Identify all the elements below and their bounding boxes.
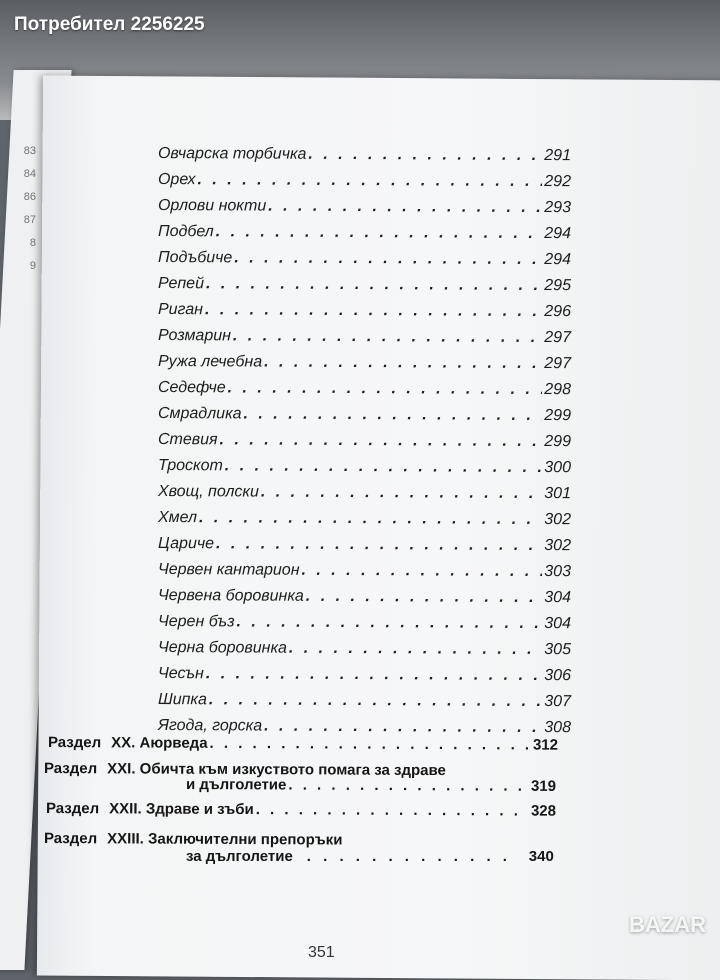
left-page-number: 8 — [29, 237, 36, 249]
dot-leader — [308, 146, 542, 165]
dot-leader — [256, 801, 529, 819]
dot-leader — [289, 640, 542, 659]
left-page-number: 83 — [23, 145, 36, 157]
toc-entry: Подбел . . . 294 — [158, 223, 571, 243]
dot-leader — [205, 301, 542, 321]
left-page-number: 87 — [23, 214, 36, 226]
left-page-number: 86 — [23, 191, 36, 203]
toc-section: Раздел XX. Аюрведа . . . 312 — [48, 734, 558, 754]
dot-leader — [220, 431, 543, 451]
dot-leader — [234, 249, 542, 269]
toc-entry: Ягода, горска . . . 308 — [158, 717, 571, 737]
bazar-logo: BAZAR — [629, 912, 706, 937]
left-page-number: 9 — [29, 260, 36, 272]
left-page-number: 84 — [23, 168, 36, 180]
page-number: 351 — [308, 944, 335, 961]
dot-leader — [261, 484, 542, 503]
dot-leader — [197, 171, 542, 191]
toc-entry: Розмарин . . . 297 — [158, 327, 571, 347]
toc-entry: Хвощ, полски . . . 301 — [158, 483, 571, 503]
dot-leader — [199, 509, 542, 529]
dot-leader — [210, 735, 531, 754]
dot-leader — [264, 354, 542, 373]
dot-leader — [216, 223, 543, 243]
toc-entry: Цариче . . . 302 — [158, 535, 571, 555]
dot-leader — [301, 562, 542, 581]
toc-section-continuation: и дълголетие . . . 319 — [186, 776, 556, 795]
user-watermark: Потребител 2256225 — [14, 14, 205, 35]
toc-entry: Овчарска торбичка . . . 291 — [158, 145, 571, 165]
dot-leader — [206, 275, 542, 295]
dot-leader — [268, 198, 542, 217]
dot-leader — [307, 848, 517, 865]
toc-entry: Чесън . . . 306 — [158, 665, 571, 685]
dot-leader — [237, 613, 543, 633]
toc-entry: Риган . . . 296 — [158, 301, 571, 321]
toc-entry: Орлови нокти . . . 293 — [158, 197, 571, 217]
toc-section: Раздел XXI. Обичта към изкуството помага за здраве — [43, 760, 446, 780]
toc-entry: Репей . . . 295 — [158, 275, 571, 295]
dot-leader — [288, 777, 529, 795]
toc-section-continuation: за дълголетие . . . 340 — [186, 848, 554, 865]
toc-entry: Шипка . . . 307 — [158, 691, 571, 711]
toc-entry: Подъбиче . . . 294 — [158, 249, 571, 269]
dot-leader — [206, 665, 542, 685]
toc-entry: Хмел . . . 302 — [158, 509, 571, 529]
dot-leader — [264, 718, 542, 737]
dot-leader — [306, 588, 543, 607]
toc-entry: Червена боровинка . . . 304 — [158, 587, 571, 607]
dot-leader — [228, 379, 543, 399]
toc-entry: Червен кантарион . . . 303 — [158, 561, 571, 581]
toc-entry: Черен бъз . . . 304 — [158, 613, 571, 633]
toc-section: Раздел XXIII. Заключителни препоръки — [43, 830, 343, 849]
toc-entry: Стевия . . . 299 — [158, 431, 571, 451]
toc-entry: Орех . . . 292 — [158, 171, 571, 191]
dot-leader — [243, 405, 542, 425]
toc-entry: Черна боровинка . . . 305 — [158, 639, 571, 659]
dot-leader — [233, 327, 542, 347]
dot-leader — [225, 457, 543, 477]
toc-entry: Ружа лечебна . . . 297 — [158, 353, 571, 373]
dot-leader — [216, 535, 542, 555]
dot-leader — [209, 691, 542, 711]
toc-entry: Троскот . . . 300 — [158, 457, 571, 477]
toc-entry: Седефче . . . 298 — [158, 379, 571, 399]
toc-section: Раздел XXII. Здраве и зъби . . . 328 — [46, 800, 556, 820]
toc-entry: Смрадлика . . . 299 — [158, 405, 571, 425]
